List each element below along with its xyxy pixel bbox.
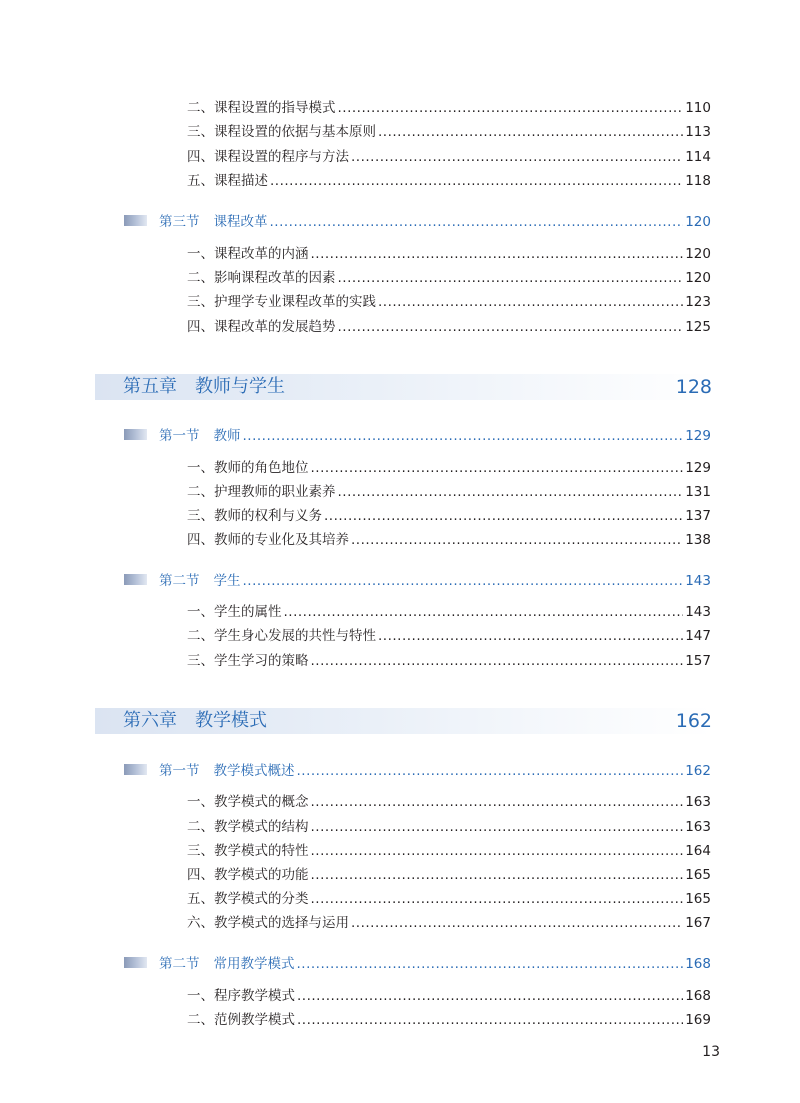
- item-page-number: 147: [685, 628, 711, 644]
- section-marker-icon: [124, 764, 147, 775]
- toc-item: [187, 504, 711, 524]
- item-page-number: 165: [685, 867, 711, 883]
- item-title: 三、学生学习的策略: [187, 653, 309, 669]
- dot-leader: [338, 319, 684, 335]
- toc-item: [187, 169, 711, 189]
- toc-item: [187, 863, 711, 883]
- dot-leader: [338, 484, 684, 500]
- item-page-number: 164: [685, 843, 711, 859]
- item-title: 五、课程描述: [187, 173, 268, 189]
- dot-leader: [338, 100, 684, 116]
- dot-leader: [297, 988, 683, 1004]
- chapter-title: 第五章 教师与学生: [123, 376, 285, 397]
- toc-item: [187, 839, 711, 859]
- item-title: 一、学生的属性: [187, 604, 282, 620]
- dot-leader: [378, 124, 683, 140]
- section-title: 教师: [213, 428, 241, 444]
- dot-leader: [243, 428, 684, 444]
- dot-leader: [297, 763, 684, 779]
- section-number: 第二节: [159, 956, 200, 972]
- chapter-page-number: 162: [675, 710, 712, 732]
- dot-leader: [311, 819, 684, 835]
- item-page-number: 120: [685, 270, 711, 286]
- toc-item: [187, 315, 711, 335]
- item-title: 三、教学模式的特性: [187, 843, 309, 859]
- dot-leader: [297, 956, 684, 972]
- section-entry: [124, 952, 711, 972]
- dot-leader: [311, 653, 684, 669]
- dot-leader: [338, 270, 684, 286]
- section-entry: [124, 569, 711, 589]
- dot-leader: [284, 604, 684, 620]
- item-page-number: 110: [685, 100, 711, 116]
- item-title: 二、学生身心发展的共性与特性: [187, 628, 376, 644]
- section-marker-icon: [124, 429, 147, 440]
- section-page-number: 120: [685, 214, 711, 230]
- item-title: 四、教学模式的功能: [187, 867, 309, 883]
- toc-item: [187, 887, 711, 907]
- item-page-number: 120: [685, 246, 711, 262]
- section-marker-icon: [124, 215, 147, 226]
- item-title: 一、教学模式的概念: [187, 794, 309, 810]
- section-page-number: 168: [685, 956, 711, 972]
- item-title: 二、教学模式的结构: [187, 819, 309, 835]
- section-entry: [124, 210, 711, 230]
- dot-leader: [311, 867, 684, 883]
- toc-item: [187, 242, 711, 262]
- item-page-number: 163: [685, 819, 711, 835]
- item-title: 三、护理学专业课程改革的实践: [187, 294, 376, 310]
- item-page-number: 131: [685, 484, 711, 500]
- toc-item: [187, 624, 711, 644]
- toc-item: [187, 528, 711, 548]
- item-title: 三、课程设置的依据与基本原则: [187, 124, 376, 140]
- section-marker-icon: [124, 574, 147, 585]
- dot-leader: [351, 915, 683, 931]
- section-entry: [124, 424, 711, 444]
- chapter-title: 第六章 教学模式: [123, 710, 267, 731]
- item-title: 二、护理教师的职业素养: [187, 484, 336, 500]
- item-title: 二、范例教学模式: [187, 1012, 295, 1028]
- section-title: 学生: [213, 573, 241, 589]
- item-title: 一、课程改革的内涵: [187, 246, 309, 262]
- toc-item: [187, 1008, 711, 1028]
- dot-leader: [311, 891, 684, 907]
- section-number: 第一节: [159, 428, 200, 444]
- item-title: 四、课程设置的程序与方法: [187, 149, 349, 165]
- chapter-heading: [95, 708, 712, 734]
- item-page-number: 114: [685, 149, 711, 165]
- item-title: 四、教师的专业化及其培养: [187, 532, 349, 548]
- dot-leader: [270, 214, 684, 230]
- item-title: 一、教师的角色地位: [187, 460, 309, 476]
- chapter-heading: [95, 374, 712, 400]
- dot-leader: [311, 794, 684, 810]
- dot-leader: [311, 843, 684, 859]
- page-number: 13: [702, 1044, 720, 1060]
- item-page-number: 157: [685, 653, 711, 669]
- item-page-number: 118: [685, 173, 711, 189]
- section-page-number: 162: [685, 763, 711, 779]
- dot-leader: [378, 628, 683, 644]
- item-title: 二、课程设置的指导模式: [187, 100, 336, 116]
- toc-item: [187, 911, 711, 931]
- item-title: 二、影响课程改革的因素: [187, 270, 336, 286]
- item-page-number: 168: [685, 988, 711, 1004]
- item-page-number: 167: [685, 915, 711, 931]
- section-title: 教学模式概述: [213, 763, 295, 779]
- section-marker-icon: [124, 957, 147, 968]
- section-number: 第三节: [159, 214, 200, 230]
- item-page-number: 129: [685, 460, 711, 476]
- item-title: 一、程序教学模式: [187, 988, 295, 1004]
- item-page-number: 125: [685, 319, 711, 335]
- toc-item: [187, 815, 711, 835]
- section-title: 常用教学模式: [213, 956, 295, 972]
- toc-item: [187, 984, 711, 1004]
- toc-item: [187, 456, 711, 476]
- item-page-number: 165: [685, 891, 711, 907]
- dot-leader: [297, 1012, 683, 1028]
- toc-item: [187, 790, 711, 810]
- dot-leader: [311, 246, 684, 262]
- chapter-page-number: 128: [675, 376, 712, 398]
- item-page-number: 143: [685, 604, 711, 620]
- section-page-number: 129: [685, 428, 711, 444]
- item-title: 五、教学模式的分类: [187, 891, 309, 907]
- toc-item: [187, 290, 711, 310]
- item-page-number: 123: [685, 294, 711, 310]
- dot-leader: [324, 508, 683, 524]
- section-number: 第二节: [159, 573, 200, 589]
- dot-leader: [270, 173, 683, 189]
- dot-leader: [311, 460, 684, 476]
- item-title: 三、教师的权利与义务: [187, 508, 322, 524]
- section-title: 课程改革: [213, 214, 268, 230]
- dot-leader: [351, 532, 683, 548]
- toc-item: [187, 145, 711, 165]
- toc-item: [187, 120, 711, 140]
- toc-item: [187, 96, 711, 116]
- dot-leader: [351, 149, 683, 165]
- dot-leader: [378, 294, 683, 310]
- dot-leader: [243, 573, 684, 589]
- item-title: 六、教学模式的选择与运用: [187, 915, 349, 931]
- section-entry: [124, 759, 711, 779]
- toc-item: [187, 480, 711, 500]
- item-page-number: 169: [685, 1012, 711, 1028]
- toc-item: [187, 649, 711, 669]
- item-page-number: 137: [685, 508, 711, 524]
- section-number: 第一节: [159, 763, 200, 779]
- toc-item: [187, 600, 711, 620]
- item-page-number: 138: [685, 532, 711, 548]
- section-page-number: 143: [685, 573, 711, 589]
- toc-item: [187, 266, 711, 286]
- item-page-number: 163: [685, 794, 711, 810]
- item-title: 四、课程改革的发展趋势: [187, 319, 336, 335]
- item-page-number: 113: [685, 124, 711, 140]
